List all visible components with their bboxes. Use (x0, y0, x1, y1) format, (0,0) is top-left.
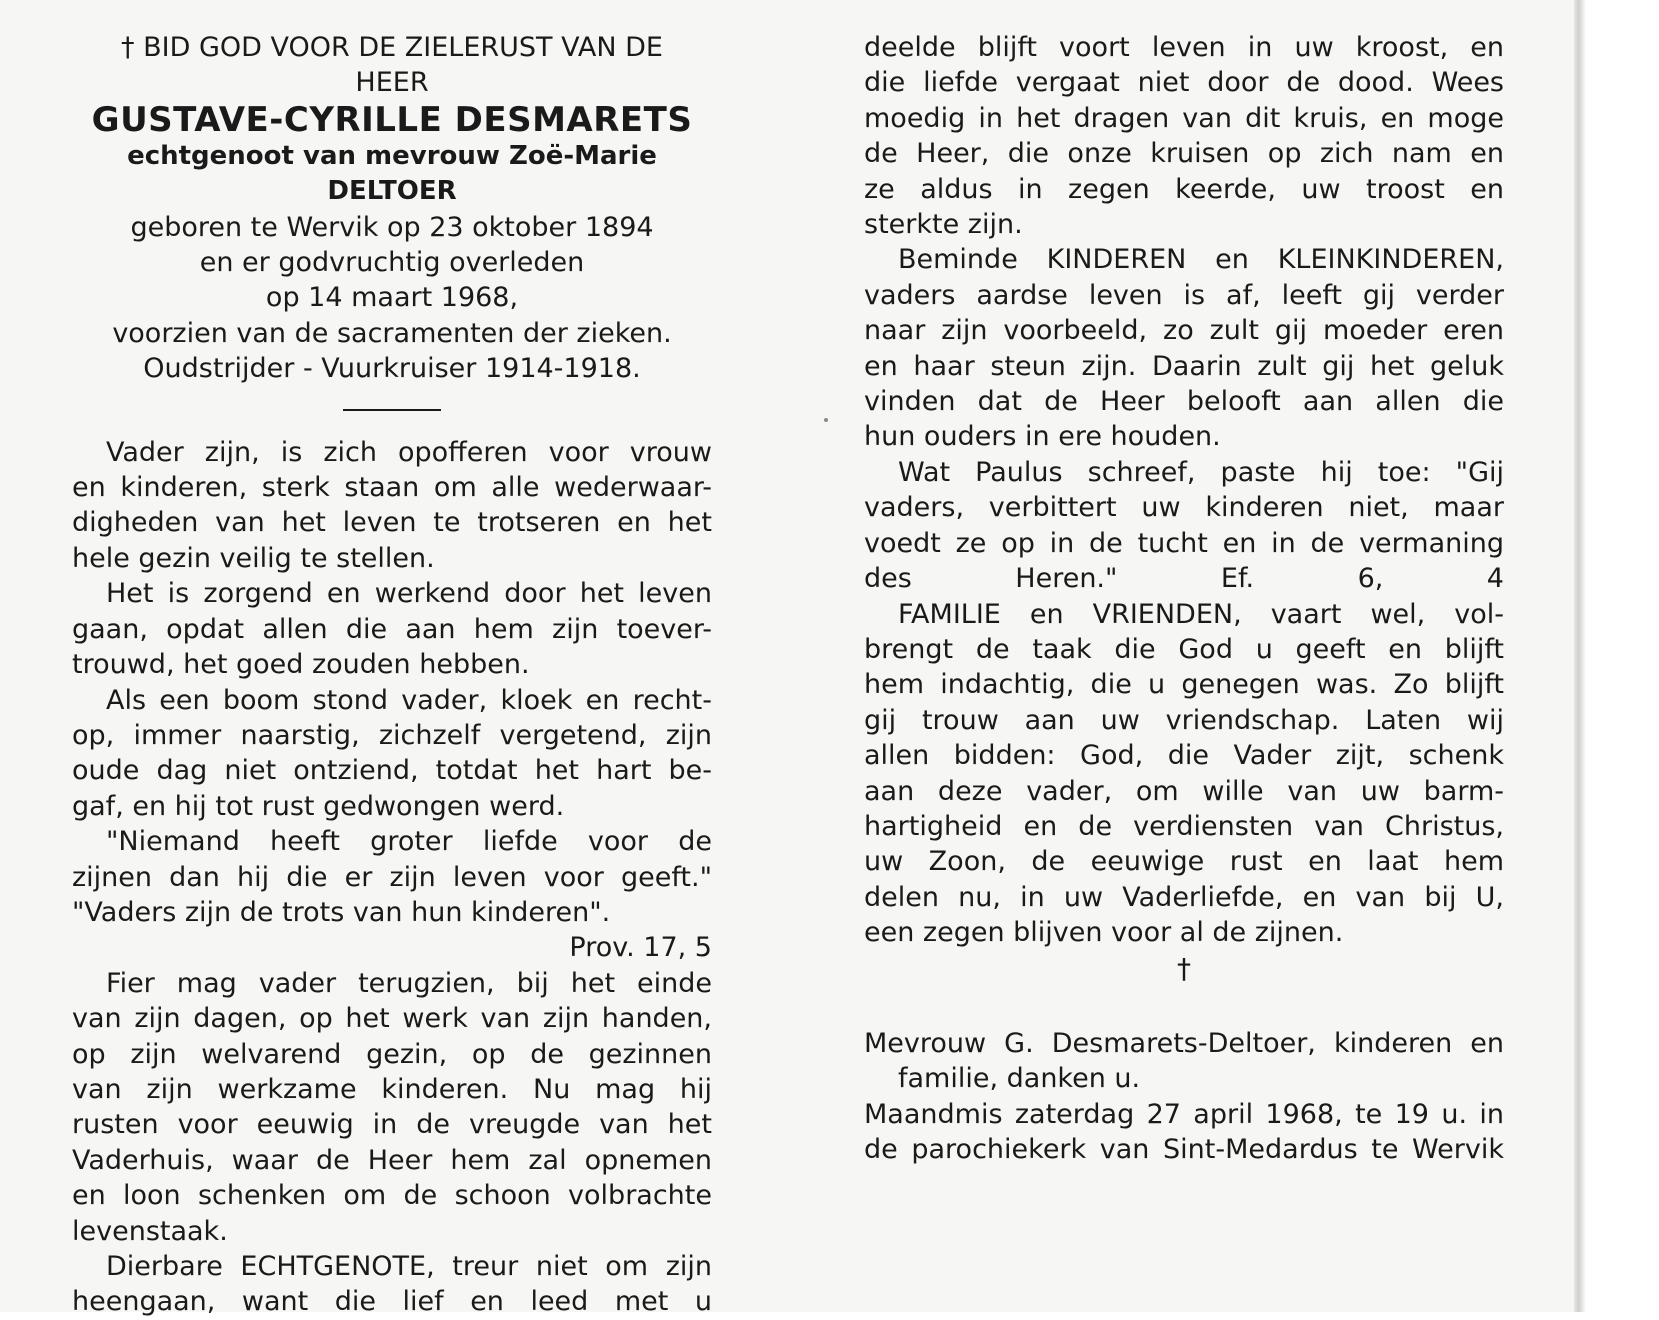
text-line: digheden van het leven te trotseren en het (72, 507, 712, 539)
text-line: Dierbare ECHTGENOTE, treur niet om zijn (106, 1251, 712, 1282)
text-line: hartigheid en de verdiensten van Christus, (864, 810, 1504, 842)
text-line: en loon schenken om de schoon volbrachte (72, 1180, 712, 1212)
text-line: "Vaders zijn de trots van hun kinderen". (72, 896, 611, 928)
text-line: brengt de taak die God u geeft en blijft (864, 633, 1504, 665)
cross-icon: † (1177, 951, 1191, 985)
text-line: Vader zijn, is zich opofferen voor vrouw (106, 436, 712, 468)
text-line: zijnen dan hij die er zijn leven voor geeft." (72, 861, 712, 893)
text-line: aan deze vader, om wille van uw barm- (864, 775, 1504, 807)
mass-line-1: Maandmis zaterdag 27 april 1968, te 19 u. in (864, 1098, 1504, 1130)
bible-reference: Ef. 6, 4 (1220, 563, 1504, 595)
text-line: deelde blijft voort leven in uw kroost, en (864, 32, 1504, 63)
text-line: Wat Paulus schreef, paste hij toe: "Gij (898, 456, 1504, 488)
paragraph-6 (72, 1249, 712, 1320)
text-line: levenstaak. (72, 1215, 228, 1247)
text-line: en kinderen, sterk staan om alle wederwaar- (72, 472, 712, 504)
text-line: allen bidden: God, die Vader zijt, schenk (864, 740, 1504, 772)
text-line: naar zijn voorbeeld, zo zult gij moeder eren (864, 315, 1504, 347)
text-line: rusten voor eeuwig in de vreugde van het (72, 1109, 712, 1141)
text-line: sterkte zijn. (864, 209, 1023, 241)
veteran-line: Oudstrijder - Vuurkruiser 1914-1918. (143, 353, 641, 385)
text-line: van zijn dagen, op het werk van zijn handen, (72, 1003, 712, 1035)
mass-line-2: de parochiekerk van Sint-Medardus te Wervik (864, 1134, 1504, 1166)
text-line: trouwd, het goed zouden hebben. (72, 649, 530, 681)
paragraph-r3 (864, 455, 1504, 597)
right-column (864, 30, 1504, 1168)
thanks-line-2: familie, danken u. (898, 1063, 1141, 1095)
paragraph-1 (72, 435, 712, 577)
left-column (72, 30, 712, 1320)
paragraph-5 (72, 966, 712, 1249)
card-edge-shadow (1574, 0, 1586, 1312)
paragraph-3 (72, 683, 712, 825)
text-fragment: des Heren." (864, 563, 1118, 595)
bible-reference: Prov. 17, 5 (569, 932, 712, 964)
text-line: hun ouders in ere houden. (864, 421, 1221, 453)
text-line: "Niemand heeft groter liefde voor de (106, 826, 712, 858)
paragraph-r4 (864, 597, 1504, 951)
death-line-2: op 14 maart 1968, (265, 282, 519, 314)
text-line-with-reference (864, 561, 1504, 596)
text-line: vaders, verbittert uw kinderen niet, maar (864, 492, 1504, 524)
text-line: gaan, opdat allen die aan hem zijn toever- (72, 613, 712, 645)
text-line: de Heer, die onze kruisen op zich nam en (864, 138, 1504, 170)
text-line: Als een boom stond vader, kloek en recht- (106, 684, 712, 716)
spouse-line: echtgenoot van mevrouw Zoë-Marie DELTOER (127, 140, 657, 207)
text-line: uw Zoon, de eeuwige rust en laat hem (864, 846, 1504, 878)
divider-rule (343, 409, 441, 411)
text-line: heengaan, want die lief en leed met u (72, 1286, 712, 1318)
text-line: Vaderhuis, waar de Heer hem zal opnemen (72, 1144, 712, 1176)
text-line: moedig in het dragen van dit kruis, en moge (864, 102, 1504, 134)
sacraments-line: voorzien van de sacramenten der zieken. (112, 317, 672, 349)
text-line: FAMILIE en VRIENDEN, vaart wel, vol- (898, 598, 1504, 630)
text-line: vaders aardse leven is af, leeft gij verder (864, 279, 1504, 311)
text-line: oude dag niet ontziend, totdat het hart be- (72, 755, 712, 787)
text-line: delen nu, in uw Vaderliefde, en van bij U, (864, 881, 1504, 913)
paragraph-r1 (864, 30, 1504, 242)
text-line: Fier mag vader terugzien, bij het einde (106, 967, 712, 999)
paragraph-2 (72, 576, 712, 682)
text-line: die liefde vergaat niet door de dood. Wees (864, 67, 1504, 99)
text-line: van zijn werkzame kinderen. Nu mag hij (72, 1073, 712, 1105)
birth-line: geboren te Wervik op 23 oktober 1894 (130, 211, 654, 243)
header-heer: HEER (355, 67, 429, 99)
text-line: en haar steun zijn. Daarin zult gij het geluk (864, 350, 1504, 382)
death-line-1: en er godvruchtig overleden (199, 247, 585, 279)
paragraph-r2 (864, 242, 1504, 454)
text-line: op zijn welvarend gezin, op de gezinnen (72, 1038, 712, 1070)
print-speck (824, 418, 828, 422)
deceased-name: GUSTAVE-CYRILLE DESMARETS (91, 99, 693, 140)
text-line: hem indachtig, die u genegen was. Zo blijft (864, 669, 1504, 701)
text-line: hele gezin veilig te stellen. (72, 542, 435, 574)
text-line: een zegen blijven voor al de zijnen. (864, 917, 1344, 949)
paragraph-4-quotes (72, 824, 712, 966)
text-line: Beminde KINDEREN en KLEINKINDEREN, (898, 244, 1504, 276)
text-line: op, immer naarstig, zichzelf vergetend, zijn (72, 719, 712, 751)
text-line: Het is zorgend en werkend door het leven (106, 578, 712, 610)
text-line: gij trouw aan uw vriendschap. Laten wij (864, 704, 1504, 736)
text-line: voedt ze op in de tucht en in de vermaning (864, 527, 1504, 559)
text-line: gaf, en hij tot rust gedwongen werd. (72, 790, 565, 822)
text-line: ze aldus in zegen keerde, uw troost en (864, 173, 1504, 205)
thanks-line-1: Mevrouw G. Desmarets-Deltoer, kinderen en (864, 1027, 1504, 1059)
header-prayer: † BID GOD VOOR DE ZIELERUST VAN DE (121, 32, 663, 63)
text-line: vinden dat de Heer belooft aan allen die (864, 386, 1504, 418)
